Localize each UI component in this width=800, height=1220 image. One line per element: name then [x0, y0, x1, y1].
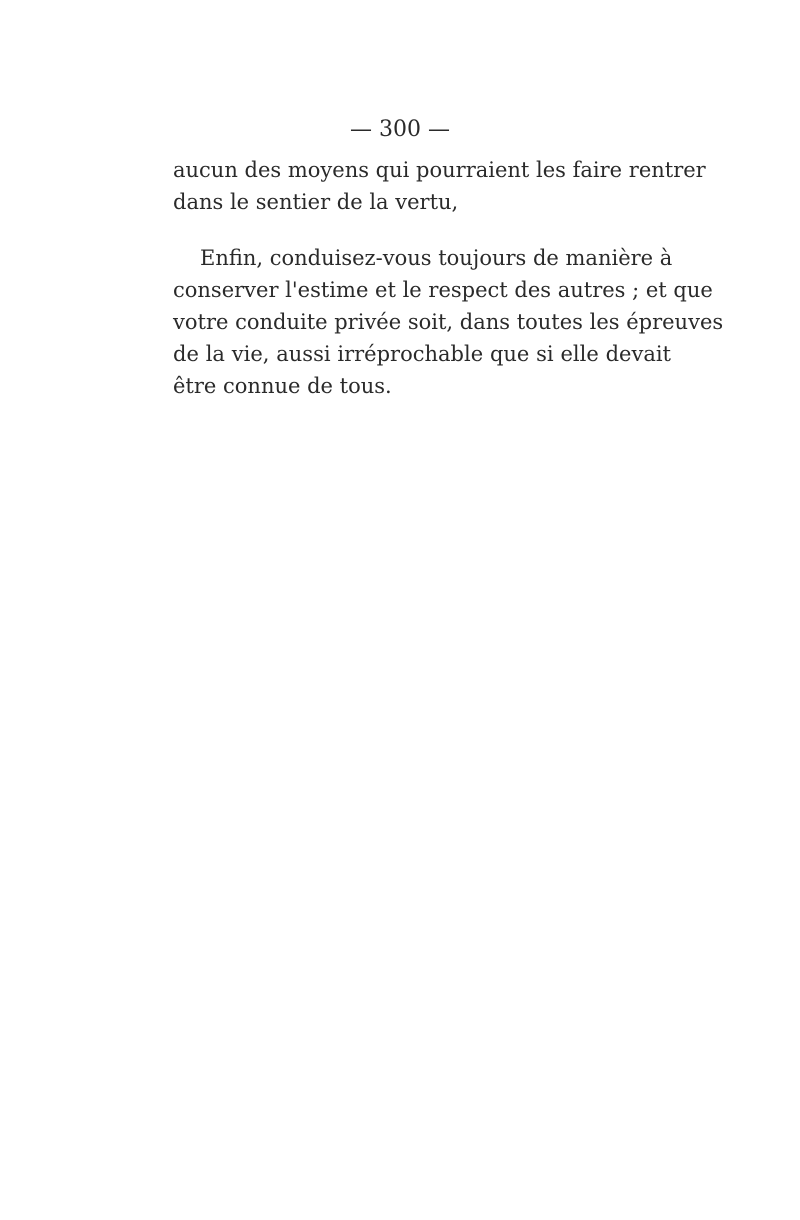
paragraph-continuation — [173, 154, 706, 218]
text-line: aucun des moyens qui pourraient les faire rentrer — [173, 158, 706, 182]
paragraph-closing — [173, 242, 724, 402]
text-line: de la vie, aussi irréprochable que si elle devait — [173, 342, 671, 366]
text-line: votre conduite privée soit, dans toutes les épreuves — [173, 310, 724, 334]
text-line: dans le sentier de la vertu, — [173, 190, 459, 214]
text-line: être connue de tous. — [173, 374, 392, 398]
text-line: conserver l'estime et le respect des autres ; et que — [173, 278, 713, 302]
page-number: — 300 — — [350, 117, 450, 142]
text-line: Enfin, conduisez-vous toujours de manière à — [200, 246, 673, 270]
